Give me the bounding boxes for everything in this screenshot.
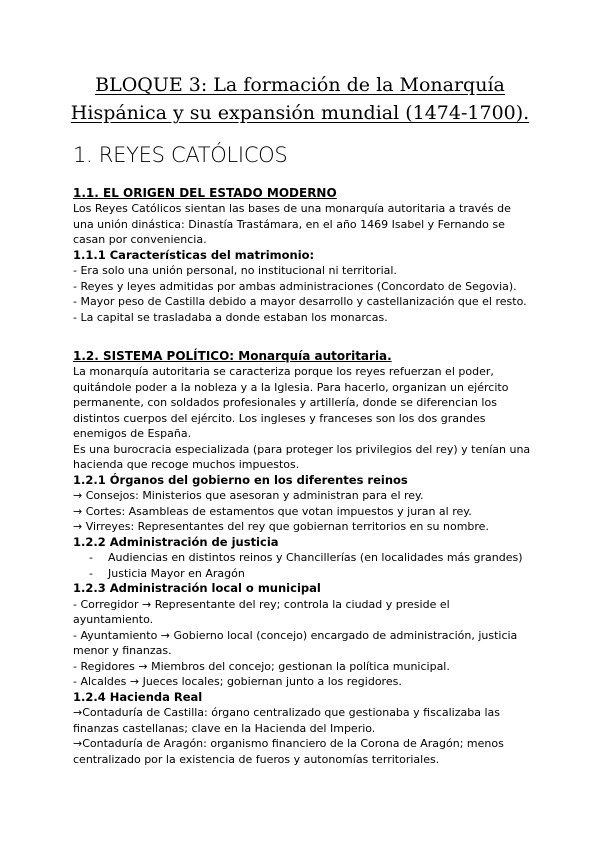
section-1-2-heading: 1.2. SISTEMA POLÍTICO: Monarquía autoritaria.	[73, 349, 392, 363]
list-item: → Cortes: Asambleas de estamentos que votan impuestos y juran al rey.	[73, 504, 472, 518]
list-item: - Ayuntamiento → Gobierno local (concejo) encargado de administración, justicia menor y finanzas.	[73, 628, 518, 657]
section-1-2-1-heading: 1.2.1 Órganos del gobierno en los diferentes reinos	[73, 472, 408, 487]
list-item: → Virreyes: Representantes del rey que gobiernan territorios en su nombre.	[73, 520, 489, 533]
title-line-1: BLOQUE 3: La formación de la Monarquía	[95, 74, 505, 96]
section-1-2-2-heading: 1.2.2 Administración de justicia	[73, 534, 279, 549]
list-item: - Regidores → Miembros del concejo; gestionan la política municipal.	[73, 659, 450, 673]
list-item: →Contaduría de Castilla: órgano centralizado que gestionaba y fiscalizaba las finanzas castellanas; clave en la Hacienda del Imperio.	[73, 706, 500, 735]
justice-list	[73, 550, 533, 581]
list-item: - Justicia Mayor en Aragón	[89, 566, 533, 582]
list-item: - Alcaldes → Jueces locales; gobiernan junto a los regidores.	[73, 675, 402, 688]
section-1-2-paragraph-2: Es una burocracia especializada (para proteger los privilegios del rey) y tenían una hacienda que recoge muchos impuestos.	[73, 442, 531, 471]
section-1-2-3-heading: 1.2.3 Administración local o municipal	[73, 581, 321, 595]
title-line-2: Hispánica y su expansión mundial (1474-1700).	[70, 102, 530, 124]
list-item: - Mayor peso de Castilla debido a mayor desarrollo y castellanización que el resto.	[73, 295, 527, 308]
section-1-1-1-heading: 1.1.1 Características del matrimonio:	[73, 247, 315, 262]
list-item: - La capital se trasladaba a donde estaban los monarcas.	[73, 310, 388, 324]
list-item: - Reyes y leyes admitidas por ambas administraciones (Concordato de Segovia).	[73, 279, 517, 293]
section-1-2	[73, 348, 533, 767]
list-item: - Audiencias en distintos reinos y Chancillerías (en localidades más grandes)	[89, 550, 533, 566]
list-item: →Contaduría de Aragón: organismo financiero de la Corona de Aragón; menos centralizado por la existencia de fueros y autonomías territoriales.	[73, 737, 504, 766]
section-1-2-paragraph-1: La monarquía autoritaria se caracteriza porque los reyes refuerzan el poder, quitándole poder a la nobleza y a la Iglesia. Para hacerlo, organizan un ejército permanente, con soldados profesionales y artillería, donde se diferencian los distintos cuerpos del ejército. Los ingleses y franceses son los dos grandes enemigos de España.	[73, 365, 509, 440]
section-1-2-4-heading: 1.2.4 Hacienda Real	[73, 689, 203, 704]
section-1-1-heading: 1.1. EL ORIGEN DEL ESTADO MODERNO	[73, 186, 337, 200]
list-item: → Consejos: Ministerios que asesoran y administran para el rey.	[73, 489, 424, 502]
section-1-1-intro: Los Reyes Católicos sientan las bases de una monarquía autoritaria a través de una unión dinástica: Dinastía Trastámara, en el año 1469 Isabel y Fernando se casan por conveniencia.	[73, 202, 511, 246]
list-item: - Era solo una unión personal, no institucional ni territorial.	[73, 264, 397, 277]
chapter-heading: 1. REYES CATÓLICOS	[73, 143, 288, 167]
section-1-1	[73, 185, 533, 325]
list-item: - Corregidor → Representante del rey; controla la ciudad y preside el ayuntamiento.	[73, 597, 450, 626]
document-title	[60, 71, 540, 127]
